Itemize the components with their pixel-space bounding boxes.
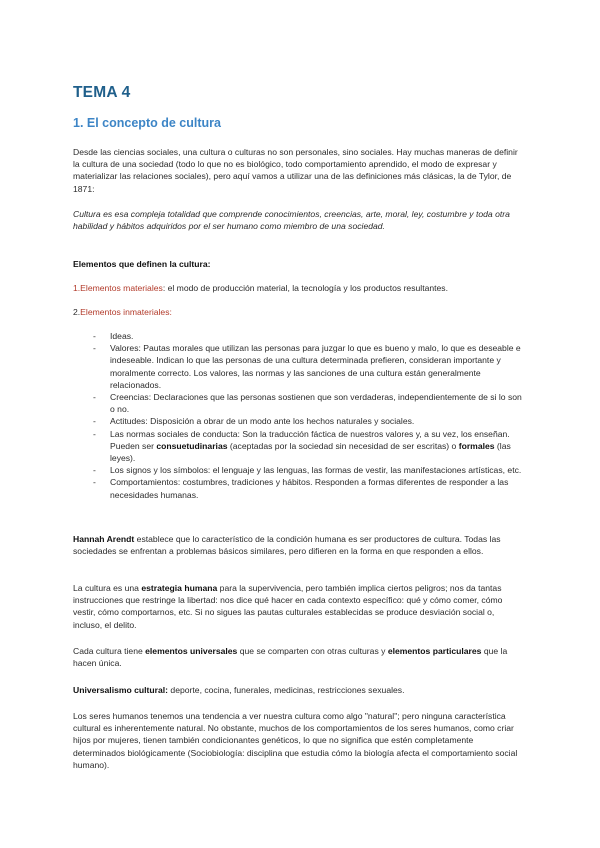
list-item: - Comportamientos: costumbres, tradiciones y hábitos. Responden a formas diferentes de responder a las necesidades humanas. <box>93 476 523 500</box>
strategy-pre: La cultura es una <box>73 583 142 593</box>
material-number: 1. <box>73 283 81 293</box>
material-label: Elementos materiales <box>80 283 163 293</box>
page-title: TEMA 4 <box>73 84 131 101</box>
norms-text-pre: Las normas sociales de conducta: Son la traducción fáctica de nuestros valores y, a su vez, los enseñan. Pueden ser <box>110 428 510 451</box>
tylor-quote: Cultura es esa compleja totalidad que comprende conocimientos, creencias, arte, moral, ley, costumbre y toda otra habilidad y hábitos adquiridos por el ser humano como miembro de una sociedad. <box>73 209 510 232</box>
material-text: : el modo de producción material, la tecnología y los productos resultantes. <box>162 283 448 293</box>
arendt-text: establece que lo característico de la condición humana es ser productores de cultura. Todas las sociedades se enfrentan a problemas básicos similares, pero difieren en la forma en que responden a ellos. <box>73 534 501 557</box>
intro-paragraph: Desde las ciencias sociales, una cultura o culturas no son personales, sino sociales. Hay muchas maneras de definir la cultura de una sociedad (todo lo que no es biológico, todo comportamiento aprendido, el modo de expresar y materializar las relaciones sociales), pero aquí vamos a utilizar una de las definiciones más clásicas, la de Tylor, de 1871: <box>73 147 518 194</box>
universal-mid: que se comparten con otras culturas y <box>237 646 388 656</box>
universal-pre: Cada cultura tiene <box>73 646 146 656</box>
norms-text-mid: (aceptadas por la sociedad sin necesidad de ser escritas) o <box>227 440 459 451</box>
inmaterial-label: Elementos inmateriales: <box>80 307 172 317</box>
universal-bold-2: elementos particulares <box>387 646 482 656</box>
list-item: - Actitudes: Disposición a obrar de un modo ante los hechos naturales y sociales. <box>93 415 523 427</box>
arendt-paragraph <box>73 533 523 557</box>
universalism-text: deporte, cocina, funerales, medicinas, restricciones sexuales. <box>168 685 405 695</box>
elements-heading: Elementos que definen la cultura: <box>73 259 211 269</box>
norms-bold-formales: formales <box>458 440 495 451</box>
universalism-paragraph <box>73 684 523 696</box>
norms-bold-consuetudinarias: consuetudinarias <box>156 440 228 451</box>
universal-bold-1: elementos universales <box>145 646 238 656</box>
material-elements-line <box>73 282 523 294</box>
list-item <box>93 428 523 465</box>
closing-paragraph: Los seres humanos tenemos una tendencia a ver nuestra cultura como algo "natural"; pero ninguna característica cultural es inherentemente natural. No obstante, muchos de los comportamientos de los seres humanos, como criar hijos por mujeres, tienen también condicionantes genéticos, lo que no significa que estén completamente determinados biológicamente (Sociobiología: disciplina que estudia cómo la biología afecta el comportamiento social humano). <box>73 711 518 770</box>
universal-paragraph <box>73 645 523 669</box>
universal-post: que la hacen única. <box>73 646 508 669</box>
list-item: - Los signos y los símbolos: el lenguaje y las lenguas, las formas de vestir, las manifestaciones artísticas, etc. <box>93 464 523 476</box>
inmaterial-list <box>93 330 523 501</box>
inmaterial-number: 2. <box>73 307 81 317</box>
list-item: - Ideas. <box>93 330 523 342</box>
section-title: 1. El concepto de cultura <box>73 116 221 130</box>
universalism-label: Universalismo cultural: <box>73 685 169 695</box>
arendt-name: Hannah Arendt <box>73 534 135 544</box>
inmaterial-elements-line <box>73 306 523 318</box>
list-item: - Creencias: Declaraciones que las personas sostienen que son verdaderas, independientemente de si lo son o no. <box>93 391 523 415</box>
list-item: - Valores: Pautas morales que utilizan las personas para juzgar lo que es bueno y malo, lo que es deseable e indeseable. Indican lo que las personas de una cultura determinada prefieren, consideran importante y moralmente correcto. Los valores, las normas y las sanciones de una cultura están generalmente relacionados. <box>93 342 523 391</box>
strategy-bold: estrategia humana <box>141 583 218 593</box>
strategy-post: para la supervivencia, pero también implica ciertos peligros; nos da tantas instrucciones que restringe la libertad: nos dice qué hacer en cada contexto específico: qué y cómo comer, cómo vestir, cómo comportarnos, etc. Si no sigues las pautas culturales establecidas se produce desviación social o, incluso, el delito. <box>73 583 503 630</box>
norms-text-post: (las leyes). <box>110 440 511 464</box>
strategy-paragraph <box>73 582 523 631</box>
